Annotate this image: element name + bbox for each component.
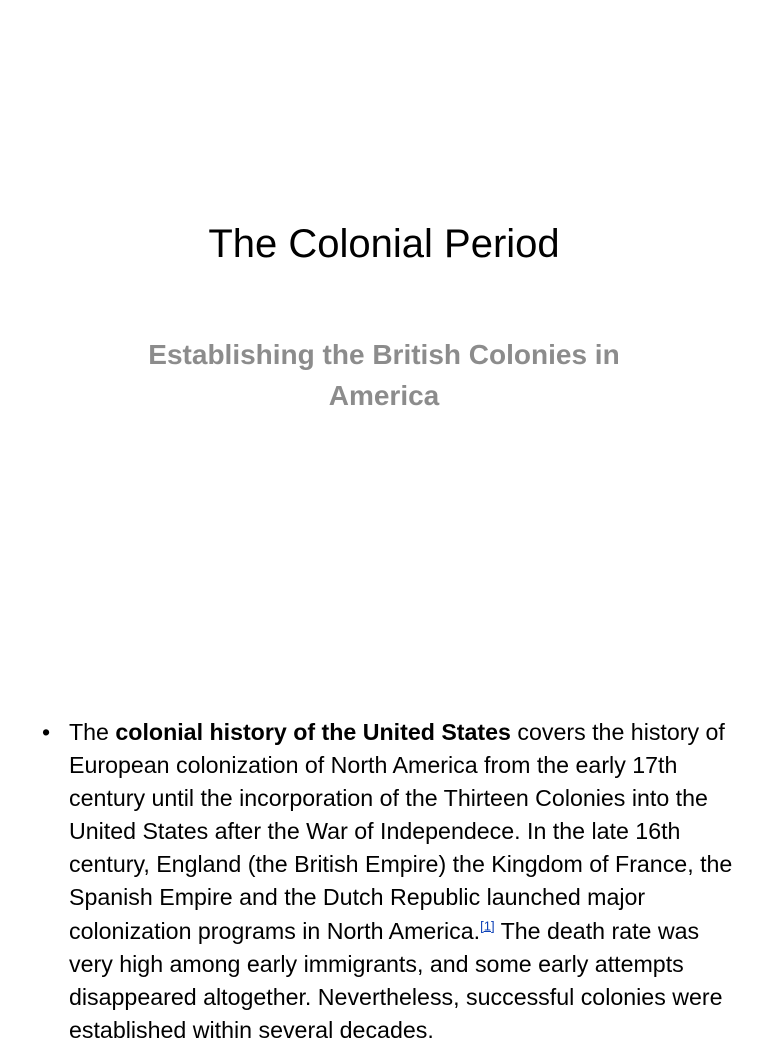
paragraph-text-continued: The death rate was very high among early immigrants, and some early attempts disappeared altogether. Nevertheless, successful colonies were established within several decades. — [69, 917, 723, 1043]
bold-term: colonial history of the United States — [115, 719, 511, 745]
reference-link[interactable]: [1] — [480, 917, 495, 933]
bullet-item — [40, 716, 740, 1047]
slide-title: The Colonial Period — [208, 222, 560, 266]
paragraph-intro: The — [69, 719, 116, 745]
bullet-icon: • — [42, 719, 51, 745]
slide-subtitle: Establishing the British Colonies in America — [148, 339, 620, 411]
slide-body — [40, 716, 740, 1043]
bullet-paragraph — [69, 719, 732, 1043]
paragraph-text: covers the history of European colonization of North America from the early 17th century until the incorporation of the Thirteen Colonies into the United States after the War of Independece. In the late 16th century, England (the British Empire) the Kingdom of France, the Spanish Empire and the Dutch Republic launched major colonization programs in North America. — [69, 719, 733, 944]
